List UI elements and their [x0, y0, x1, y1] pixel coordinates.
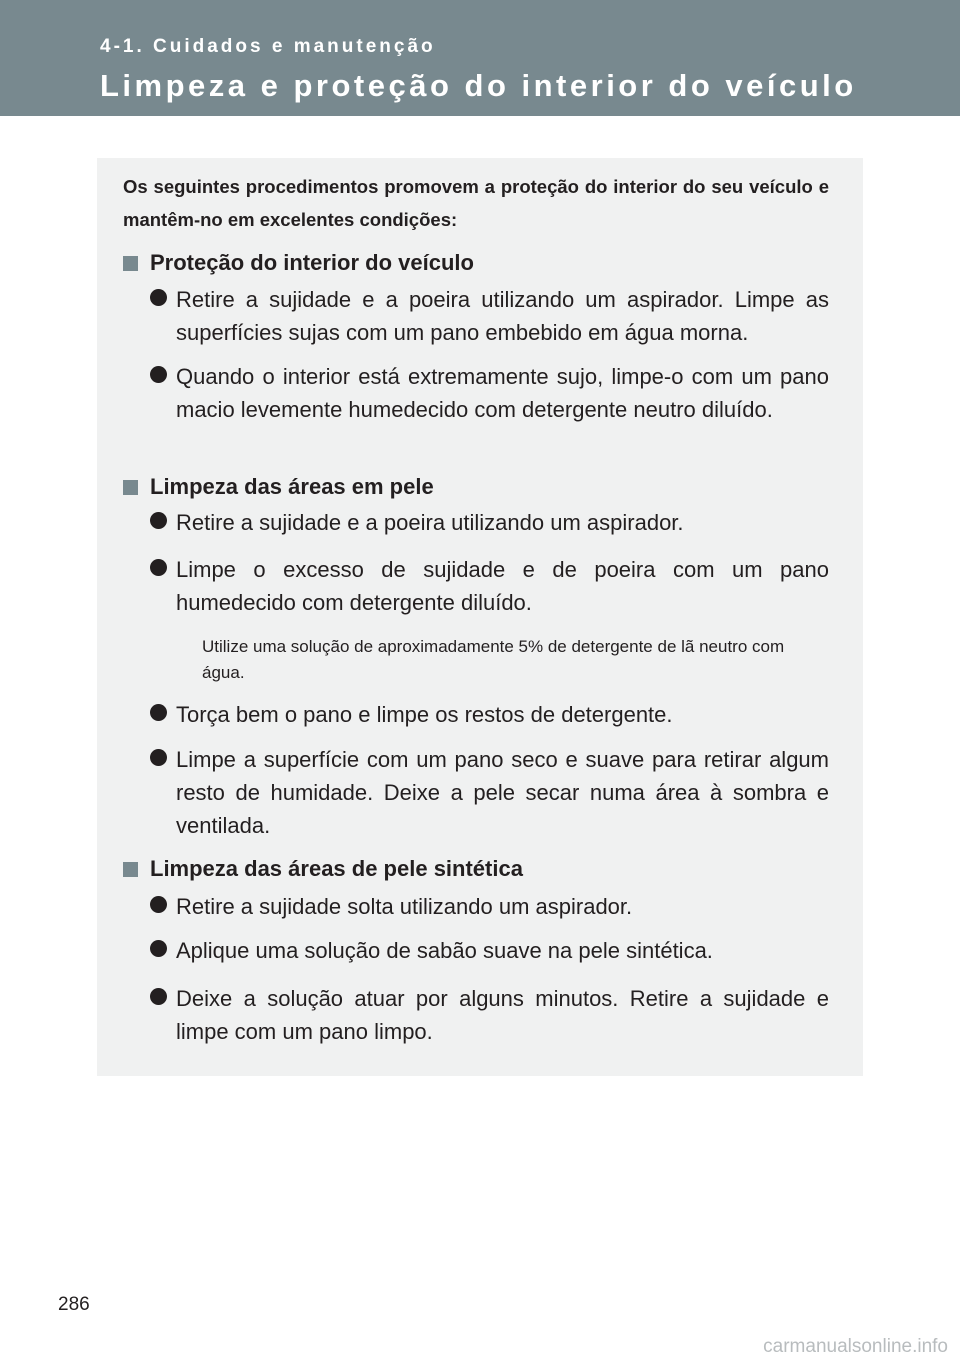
section-header-bar [0, 0, 960, 116]
intro-paragraph: Os seguintes procedimentos promovem a proteção do interior do seu veículo e mantêm-no em excelentes condições: [123, 176, 829, 230]
bullet-dot-icon [150, 704, 167, 721]
bullet-dot-icon [150, 940, 167, 957]
square-bullet-icon [123, 862, 138, 877]
section-heading-protection [123, 248, 474, 278]
section-heading-label: Proteção do interior do veículo [150, 250, 474, 275]
section-heading-synthetic-leather [123, 854, 523, 884]
section-heading-label: Limpeza das áreas de pele sintética [150, 856, 523, 881]
list-item-text: Retire a sujidade e a poeira utilizando um aspirador. Limpe as superfícies sujas com um pano embebido em água morna. [176, 287, 829, 345]
bullet-dot-icon [150, 559, 167, 576]
list-item [150, 283, 829, 349]
section-heading-label: Limpeza das áreas em pele [150, 474, 434, 499]
list-item [150, 698, 829, 731]
list-item [150, 743, 829, 842]
bullet-dot-icon [150, 896, 167, 913]
watermark: carmanualsonline.info [763, 1336, 948, 1357]
list-item-text: Limpe a superfície com um pano seco e suave para retirar algum resto de humidade. Deixe a pele secar numa área à sombra e ventilada. [176, 747, 829, 838]
list-item-text: Torça bem o pano e limpe os restos de detergente. [176, 702, 673, 727]
bullet-dot-icon [150, 366, 167, 383]
list-item [150, 506, 829, 539]
detergent-note: Utilize uma solução de aproximadamente 5% de detergente de lã neutro com água. [202, 637, 785, 682]
page-title: Limpeza e proteção do interior do veículo [100, 68, 857, 103]
square-bullet-icon [123, 256, 138, 271]
list-item-text: Quando o interior está extremamente sujo, limpe-o com um pano macio levemente humedecido com detergente neutro diluído. [176, 364, 829, 422]
section-heading-leather [123, 472, 434, 502]
list-item-text: Retire a sujidade solta utilizando um aspirador. [176, 894, 633, 919]
list-item [150, 553, 829, 619]
bullet-dot-icon [150, 749, 167, 766]
list-item [150, 890, 829, 923]
list-item-text: Retire a sujidade e a poeira utilizando um aspirador. [176, 510, 684, 535]
list-item-text: Deixe a solução atuar por alguns minutos. Retire a sujidade e limpe com um pano limpo. [176, 986, 829, 1044]
page-number: 286 [58, 1294, 90, 1315]
list-item [150, 360, 829, 426]
bullet-dot-icon [150, 512, 167, 529]
list-item-text: Aplique uma solução de sabão suave na pele sintética. [176, 938, 713, 963]
square-bullet-icon [123, 480, 138, 495]
bullet-dot-icon [150, 289, 167, 306]
list-item [150, 934, 829, 967]
list-item-text: Limpe o excesso de sujidade e de poeira com um pano humedecido com detergente diluído. [176, 557, 829, 615]
bullet-dot-icon [150, 988, 167, 1005]
section-label: 4-1. Cuidados e manutenção [100, 36, 436, 57]
list-item [150, 982, 829, 1048]
